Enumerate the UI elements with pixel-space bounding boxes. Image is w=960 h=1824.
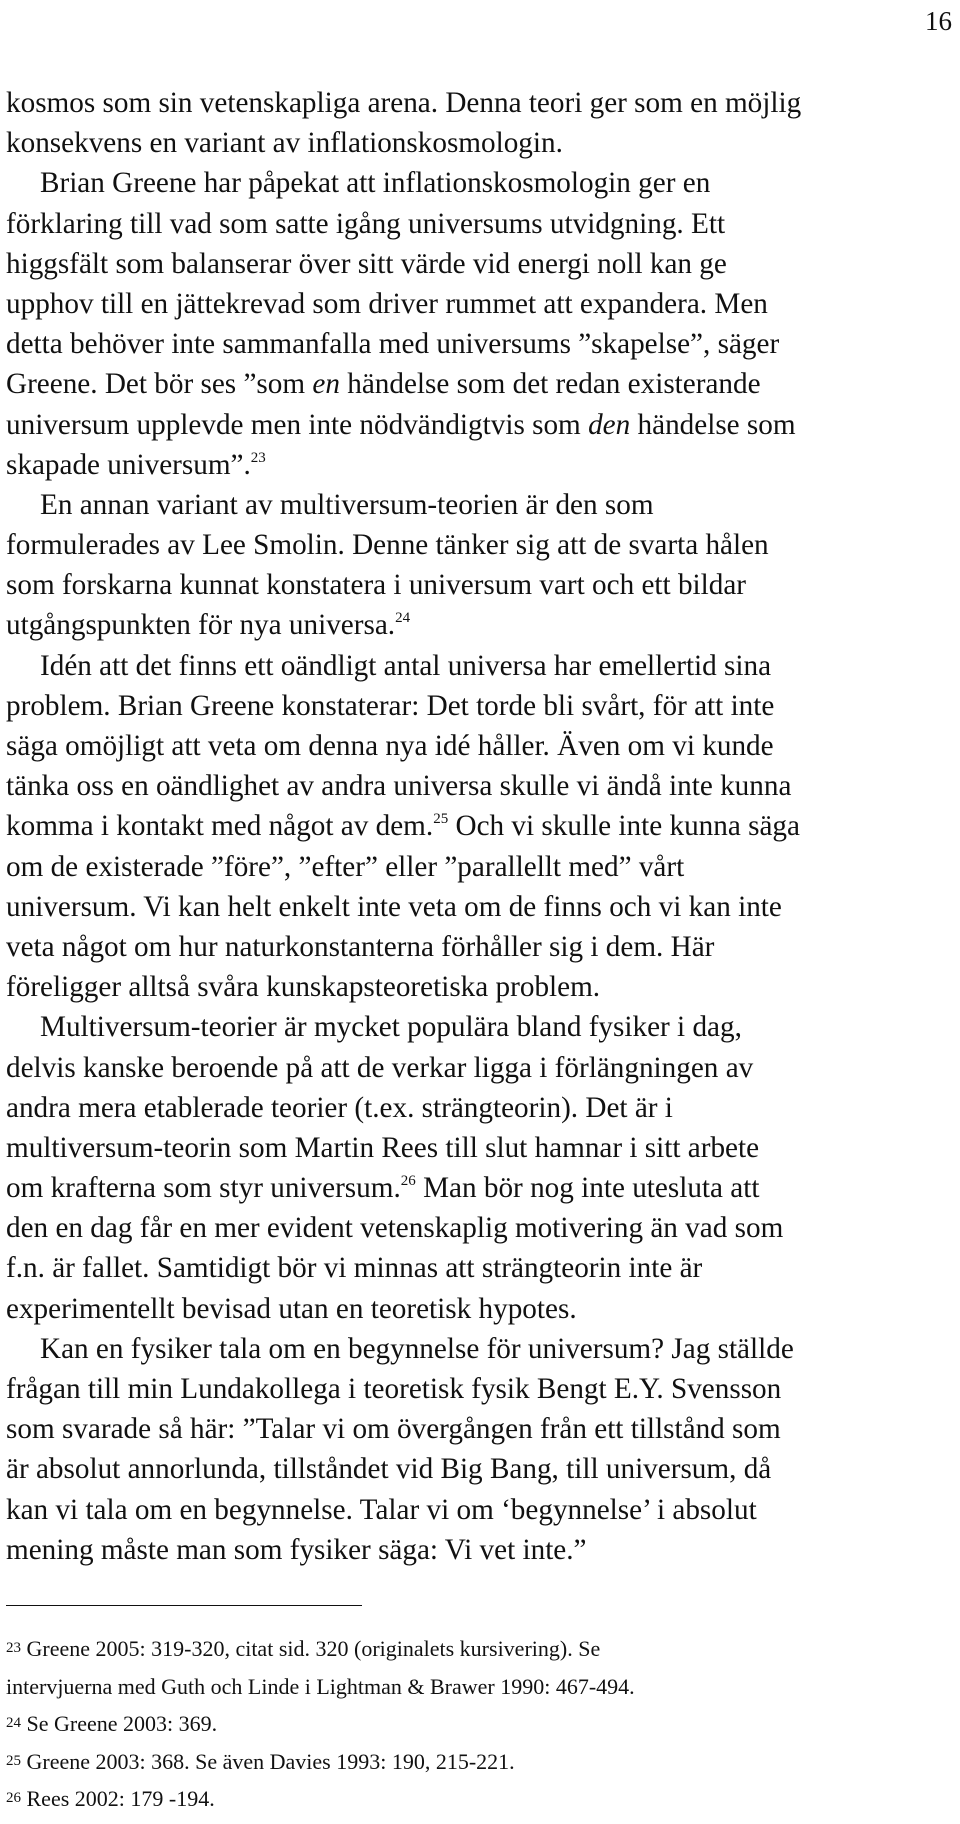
text-segment: delvis kanske beroende på att de verkar ligga i förlängningen av [6,1051,754,1084]
text-segment: detta behöver inte sammanfalla med universums ”skapelse”, säger [6,328,780,361]
footnote-number: 23 [6,1640,21,1656]
text-line [6,83,960,123]
text-line [6,123,960,163]
text-segment: förklaring till vad som satte igång universums utvidgning. Ett [6,207,726,240]
text-line [6,726,960,766]
text-segment: om de existerade ”före”, ”efter” eller ”parallellt med” vårt [6,850,685,883]
text-segment: Greene. Det bör ses ”som [6,368,313,401]
text-line [6,806,960,846]
text-segment: som svarade så här: ”Talar vi om övergången från ett tillstånd som [6,1413,781,1446]
text-line [6,1409,960,1449]
footnote-line [6,1780,956,1818]
text-segment: mening måste man som fysiker säga: Vi vet inte.” [6,1533,587,1566]
footnote-line [6,1705,956,1743]
text-line [6,284,960,324]
text-segment: tänka oss en oändlighet av andra universa skulle vi ändå inte kunna [6,770,792,803]
text-line [6,364,960,404]
text-segment: kosmos som sin vetenskapliga arena. Denna teori ger som en möjlig [6,87,802,119]
text-segment: Brian Greene har påpekat att inflationskosmologin ger en [40,167,711,200]
text-line [6,1530,960,1570]
text-segment: komma i kontakt med något av dem. [6,810,434,843]
text-line [6,927,960,967]
footnote-text: Greene 2003: 368. Se även Davies 1993: 190, 215-221. [21,1748,515,1774]
footnote-reference: 26 [400,1173,416,1190]
text-line [6,1048,960,1088]
text-line [6,1289,960,1329]
text-segment: om krafterna som styr universum. [6,1172,401,1205]
footnote-text: Se Greene 2003: 369. [21,1711,218,1736]
footnote-reference: 25 [433,811,449,828]
text-line [6,967,960,1007]
text-segment: är absolut annorlunda, tillståndet vid Big Bang, till universum, då [6,1453,772,1486]
text-line [6,485,960,525]
text-segment: Multiversum-teorier är mycket populära bland fysiker i dag, [40,1011,742,1044]
text-line [6,445,960,485]
text-line [6,244,960,284]
text-line [6,1208,960,1248]
text-line [6,847,960,887]
text-line [6,204,960,244]
text-line [6,887,960,927]
text-line [6,525,960,565]
text-segment: andra mera etablerade teorier (t.ex. strängteorin). Det är i [6,1091,673,1124]
text-line [6,1007,960,1047]
footnote-reference: 23 [250,449,266,466]
text-line [6,405,960,445]
text-segment: Idén att det finns ett oändligt antal universa har emellertid sina [40,649,772,682]
footnotes [6,1630,956,1818]
text-segment: veta något om hur naturkonstanterna förhåller sig i dem. Här [6,930,715,963]
text-line [6,163,960,203]
text-segment: skapade universum”. [6,448,251,481]
text-line [6,324,960,364]
footnote-number: 26 [6,1790,21,1806]
text-segment: universum. Vi kan helt enkelt inte veta om de finns och vi kan inte [6,890,782,923]
footnote-reference: 24 [395,610,411,627]
text-segment: problem. Brian Greene konstaterar: Det torde bli svårt, för att inte [6,689,775,722]
body-text [6,83,960,1570]
text-segment: kan vi tala om en begynnelse. Talar vi om ‘begynnelse’ i absolut [6,1493,757,1526]
text-segment: universum upplevde men inte nödvändigtvis som [6,408,589,441]
text-line [6,1168,960,1208]
text-segment: frågan till min Lundakollega i teoretisk fysik Bengt E.Y. Svensson [6,1373,782,1405]
footnote-text: Greene 2005: 319-320, citat sid. 320 (originalets kursivering). Se [21,1636,601,1661]
text-segment: den en dag får en mer evident vetenskaplig motivering än vad som [6,1212,784,1245]
text-segment: experimentellt bevisad utan en teoretisk hypotes. [6,1292,577,1325]
footnote-line [6,1743,956,1781]
footnote-text: intervjuerna med Guth och Linde i Lightman & Brawer 1990: 467-494. [6,1673,635,1699]
text-segment: Och vi skulle inte kunna säga [448,810,800,843]
text-line [6,766,960,806]
text-segment: upphov till en jättekrevad som driver rummet att expandera. Men [6,287,768,320]
emphasis-text: en [312,368,340,401]
text-line [6,1490,960,1530]
text-line [6,686,960,726]
text-segment: higgsfält som balanserar över sitt värde vid energi noll kan ge [6,247,727,280]
text-segment: En annan variant av multiversum-teorien är den som [40,488,654,521]
text-line [6,1449,960,1489]
footnote-line [6,1668,956,1706]
text-segment: säga omöjligt att veta om denna nya idé håller. Även om vi kunde [6,730,774,762]
text-segment: händelse som [630,408,796,441]
footnote-line [6,1630,956,1668]
text-segment: utgångspunkten för nya universa. [6,609,396,642]
emphasis-text: den [588,408,631,441]
text-line [6,605,960,645]
text-line [6,1128,960,1168]
text-segment: föreligger alltså svåra kunskapsteoretiska problem. [6,971,601,1004]
text-segment: multiversum-teorin som Martin Rees till slut hamnar i sitt arbete [6,1131,760,1164]
text-line [6,1369,960,1409]
text-segment: f.n. är fallet. Samtidigt bör vi minnas att strängteorin inte är [6,1252,703,1285]
text-segment: händelse som det redan existerande [339,368,761,401]
text-line [6,1248,960,1288]
text-line [6,1088,960,1128]
page-number: 16 [925,6,952,36]
text-segment: Kan en fysiker tala om en begynnelse för universum? Jag ställde [40,1332,794,1365]
text-segment: som forskarna kunnat konstatera i universum vart och ett bildar [6,569,747,602]
footnote-separator [6,1605,362,1606]
text-line [6,1329,960,1369]
footnote-number: 24 [6,1715,21,1731]
text-line [6,565,960,605]
text-segment: Man bör nog inte utesluta att [415,1172,760,1205]
text-segment: formulerades av Lee Smolin. Denne tänker sig att de svarta hålen [6,529,769,562]
text-line [6,646,960,686]
footnote-text: Rees 2002: 179 -194. [21,1786,215,1811]
text-segment: konsekvens en variant av inflationskosmologin. [6,127,563,160]
footnote-number: 25 [6,1752,21,1769]
